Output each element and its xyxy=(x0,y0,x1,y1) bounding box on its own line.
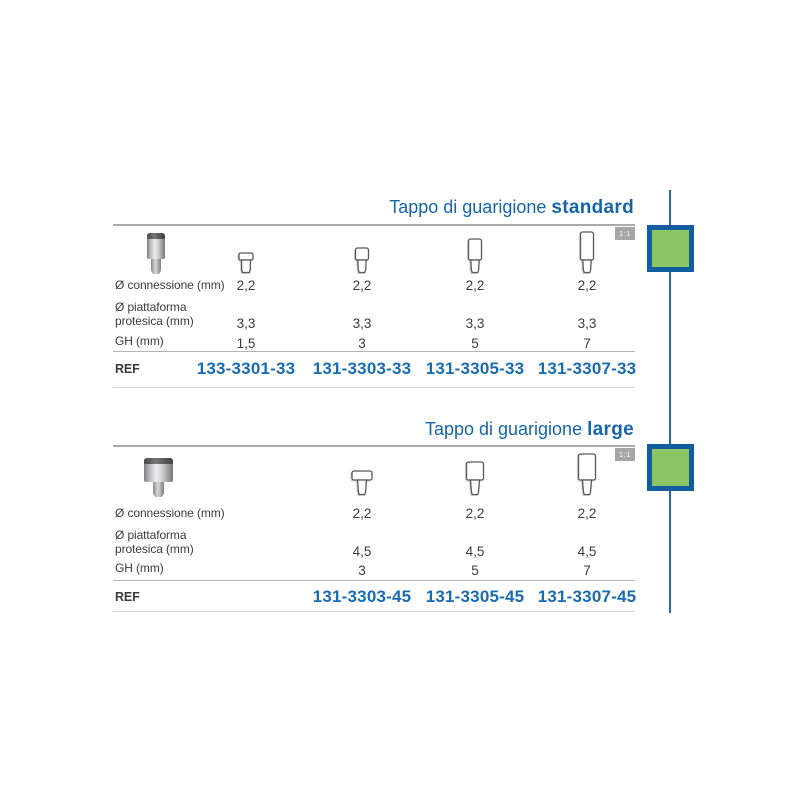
value-gh: 3 xyxy=(358,563,366,578)
value-platform: 4,5 xyxy=(465,544,485,559)
row-label-platform-line1: Ø piattaforma xyxy=(115,528,187,542)
implant-photo-large xyxy=(144,458,173,497)
ref-code: 133-3301-33 xyxy=(196,359,296,378)
green-marker-square-standard xyxy=(647,225,694,272)
scale-badge: 1:1 xyxy=(615,227,635,240)
value-gh: 7 xyxy=(583,336,591,351)
value-platform: 4,5 xyxy=(577,544,597,559)
row-label-platform-line1: Ø piattaforma xyxy=(115,300,187,314)
ref-code: 131-3305-33 xyxy=(425,359,525,378)
value-platform: 4,5 xyxy=(352,544,372,559)
horizontal-rule xyxy=(113,611,635,612)
section-title-regular: Tappo di guarigione xyxy=(424,419,588,439)
value-connection: 2,2 xyxy=(577,278,597,293)
green-marker-square-large xyxy=(647,444,694,491)
value-gh: 3 xyxy=(358,336,366,351)
row-label-platform-line2: protesica (mm) xyxy=(115,542,194,556)
value-platform: 3,3 xyxy=(236,316,256,331)
ref-code: 131-3305-45 xyxy=(425,587,525,606)
ref-code: 131-3307-33 xyxy=(537,359,637,378)
row-label-platform-line2: protesica (mm) xyxy=(115,314,194,328)
row-label-gh: GH (mm) xyxy=(115,334,164,348)
implant-photo-head xyxy=(144,458,173,482)
value-connection: 2,2 xyxy=(465,278,485,293)
row-label-connection: Ø connessione (mm) xyxy=(115,506,225,520)
value-gh: 7 xyxy=(583,563,591,578)
horizontal-rule xyxy=(113,351,635,352)
value-connection: 2,2 xyxy=(352,278,372,293)
implant-photo-shaft xyxy=(151,259,161,274)
healing-cap-illustration-gh15 xyxy=(231,252,261,274)
value-gh: 5 xyxy=(471,563,479,578)
section-title-bold: standard xyxy=(551,197,634,218)
section-title-regular: Tappo di guarigione xyxy=(389,197,552,217)
healing-cap-illustration-gh5 xyxy=(460,238,490,274)
implant-photo-standard xyxy=(147,233,165,274)
value-gh: 1,5 xyxy=(236,336,256,351)
value-platform: 3,3 xyxy=(352,316,372,331)
value-platform: 3,3 xyxy=(577,316,597,331)
healing-cap-illustration-gh7 xyxy=(572,231,602,274)
value-platform: 3,3 xyxy=(465,316,485,331)
horizontal-rule xyxy=(113,387,635,388)
row-label-ref: REF xyxy=(115,590,140,604)
section-title-large xyxy=(113,420,634,439)
value-connection: 2,2 xyxy=(236,278,256,293)
implant-photo-shaft xyxy=(153,482,164,497)
value-connection: 2,2 xyxy=(465,506,485,521)
ref-code: 131-3307-45 xyxy=(537,587,637,606)
row-label-ref: REF xyxy=(115,362,140,376)
row-label-gh: GH (mm) xyxy=(115,561,164,575)
ref-code: 131-3303-45 xyxy=(312,587,412,606)
healing-cap-illustration-large-gh7 xyxy=(570,453,604,496)
implant-photo-head xyxy=(147,233,165,259)
horizontal-rule xyxy=(113,224,635,226)
healing-cap-illustration-large-gh3 xyxy=(345,470,379,496)
row-label-connection: Ø connessione (mm) xyxy=(115,278,225,292)
scale-badge: 1:1 xyxy=(615,448,635,461)
section-title-standard xyxy=(113,198,634,217)
value-gh: 5 xyxy=(471,336,479,351)
ref-code: 131-3303-33 xyxy=(312,359,412,378)
value-connection: 2,2 xyxy=(577,506,597,521)
horizontal-rule xyxy=(113,445,635,447)
healing-cap-illustration-large-gh5 xyxy=(458,461,492,496)
horizontal-rule xyxy=(113,580,635,581)
section-title-bold: large xyxy=(587,419,634,440)
healing-cap-illustration-gh3 xyxy=(347,247,377,274)
value-connection: 2,2 xyxy=(352,506,372,521)
